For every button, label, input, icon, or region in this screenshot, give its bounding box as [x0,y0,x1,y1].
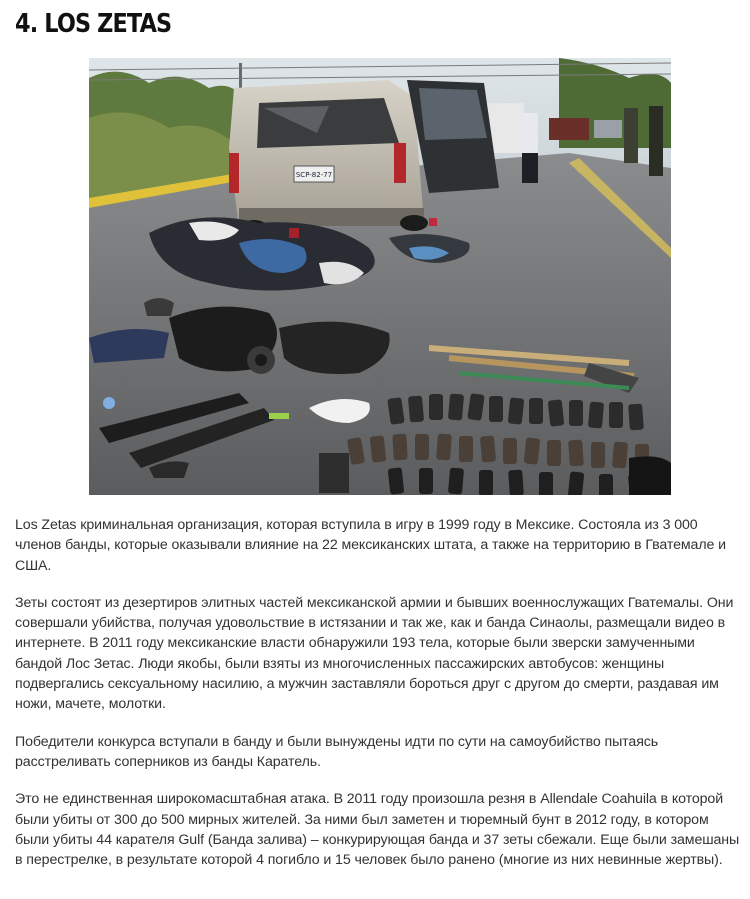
seized-weapons-roadside-photo [89,58,671,495]
article-paragraph-1: Los Zetas криминальная организация, которая вступила в игру в 1999 году в Мексике. Состояла из 3 000 членов банды, которые оказывали влияние на 22 мексиканских штата, а также на территорию в Гватемале и США. [15,517,726,574]
article-paragraph-3: Победители конкурса вступали в банду и были вынуждены идти по сути на самоубийство пытаясь расстреливать соперников из банды Каратель. [15,733,659,770]
article-photo [89,58,671,495]
article-heading: 4. LOS ZETAS [15,9,172,39]
article-paragraph-2: Зеты состоят из дезертиров элитных частей мексиканской армии и бывших военнослужащих Гватемалы. Они совершали убийства, получая удовольствие в истязании и так же, как и банда Синаолы, размещали видео в интернете. В 2011 году мексиканские власти обнаружили 193 тела, которые были зверски замученными бандой Лос Зетас. Люди якобы, были взяты из многочисленных пассажирских автобусов: женщины подвергались сексуальному насилию, а мужчин заставляли бороться друг с другом до смерти, раздавая им ножи, мачете, молотки. [15,594,734,713]
license-plate: SCP-82-77 [295,171,333,179]
article-body [15,515,743,887]
article-paragraph-4: Это не единственная широкомасштабная атака. В 2011 году произошла резня в Allendale Coahuila в которой были убиты от 300 до 500 мирных жителей. За ними был заметен и тюремный бунт в 2012 году, в котором были убиты 44 карателя Gulf (Банда залива) – конкурирующая банда и 37 зеты сбежали. Еще были замешаны в перестрелке, в результате которой 4 погибло и 15 человек было ранено (многие из них невинные жертвы). [15,791,740,869]
